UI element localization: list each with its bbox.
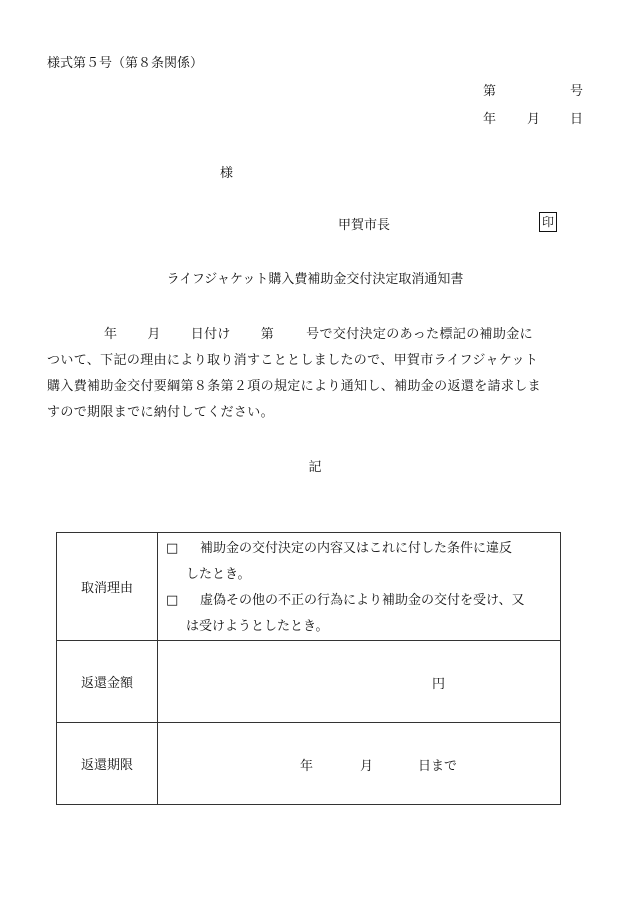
deadline-row bbox=[57, 723, 561, 805]
deadline-label: 返還期限 bbox=[57, 723, 158, 805]
body-line-1 bbox=[47, 322, 585, 348]
detail-table bbox=[56, 532, 561, 805]
deadline-cell bbox=[158, 723, 561, 805]
record-mark: 記 bbox=[308, 460, 322, 475]
deadline-year: 年 bbox=[300, 759, 314, 774]
reason-text-1b: したとき。 bbox=[186, 566, 251, 582]
body-line-3: 購入費補助金交付要綱第８条第２項の規定により通知し、補助金の返還を請求しま bbox=[47, 379, 541, 394]
notice-body bbox=[47, 322, 585, 426]
body-dated: 日付け bbox=[190, 327, 231, 342]
reason-text-2b: は受けようとしたとき。 bbox=[186, 618, 329, 634]
deadline-month: 月 bbox=[360, 759, 374, 774]
amount-label: 返還金額 bbox=[57, 641, 158, 723]
reason-label: 取消理由 bbox=[57, 533, 158, 641]
document-title: ライフジャケット購入費補助金交付決定取消通知書 bbox=[166, 272, 464, 287]
seal-mark: 印 bbox=[539, 212, 557, 232]
reason-text-2a: 虚偽その他の不正の行為により補助金の交付を受け、又 bbox=[200, 592, 525, 608]
doc-no-prefix: 第 bbox=[483, 84, 497, 99]
reason-text-1a: 補助金の交付決定の内容又はこれに付した条件に違反 bbox=[200, 540, 513, 556]
doc-no-suffix: 号 bbox=[570, 84, 584, 99]
reason-item-2 bbox=[166, 588, 552, 640]
checkbox-icon[interactable]: □ bbox=[166, 592, 179, 608]
body-line-1-rest: 号で交付決定のあった標記の補助金に bbox=[306, 327, 533, 342]
amount-row bbox=[57, 641, 561, 723]
amount-cell bbox=[158, 641, 561, 723]
date-day: 日 bbox=[570, 112, 584, 127]
body-no: 第 bbox=[260, 327, 275, 342]
date-month: 月 bbox=[527, 112, 541, 127]
date-year: 年 bbox=[483, 112, 497, 127]
amount-unit: 円 bbox=[432, 677, 446, 692]
body-year: 年 bbox=[104, 327, 118, 342]
body-line-4: すので期限までに納付してください。 bbox=[47, 405, 274, 420]
deadline-day: 日まで bbox=[418, 759, 458, 774]
reason-row bbox=[57, 533, 561, 641]
body-month: 月 bbox=[147, 327, 161, 342]
addressee-honorific: 様 bbox=[220, 166, 234, 181]
reason-cell bbox=[158, 533, 561, 641]
sender-name: 甲賀市長 bbox=[338, 218, 391, 233]
form-number: 様式第５号（第８条関係） bbox=[47, 56, 204, 71]
reason-item-1 bbox=[166, 536, 552, 588]
checkbox-icon[interactable]: □ bbox=[166, 540, 179, 556]
body-line-2: ついて、下記の理由により取り消すこととしましたので、甲賀市ライフジャケット bbox=[47, 353, 539, 368]
